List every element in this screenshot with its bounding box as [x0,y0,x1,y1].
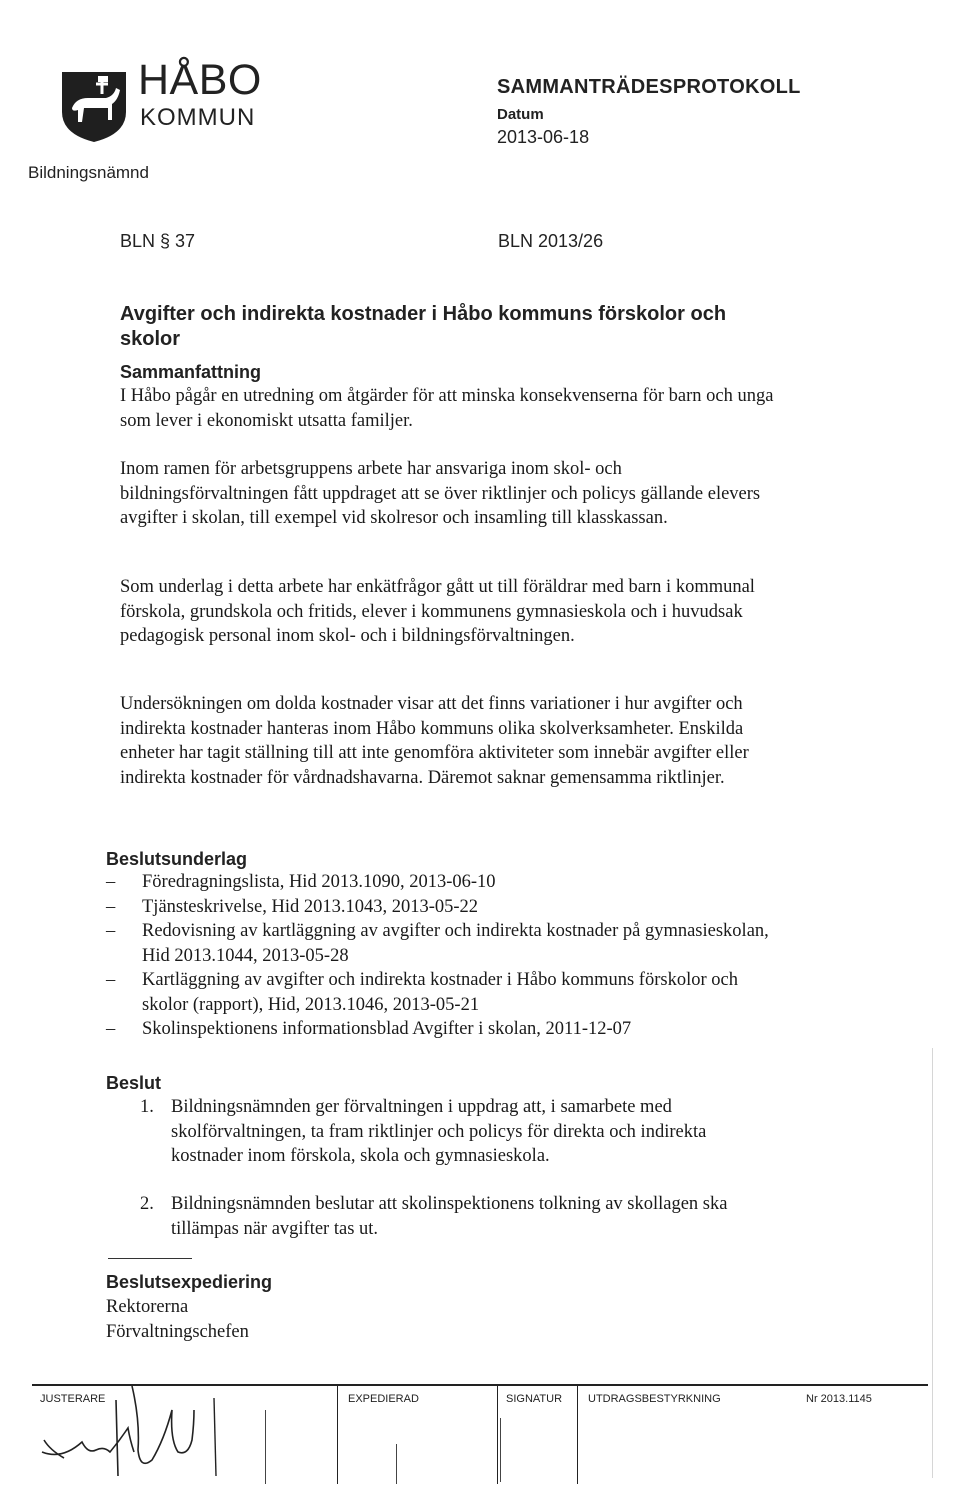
distribution-heading: Beslutsexpediering [106,1272,273,1292]
summary-paragraph-1: I Håbo pågår en utredning om åtgärder för att minska konsekvenserna för barn och unga som lever i ekonomiskt utsatta familjer. [120,386,774,431]
department-name: Bildningsnämnd [28,163,149,182]
list-item: – Tjänsteskrivelse, Hid 2013.1043, 2013-05-22 [106,896,479,917]
date-label: Datum [497,106,544,123]
summary-paragraph [120,575,780,649]
decision-text: Bildningsnämnden beslutar att skolinspektionens tolkning av skollagen ska tillämpas när avgifter tas ut. [171,1194,728,1239]
case-reference: BLN 2013/26 [498,231,604,251]
list-item-text: Redovisning av kartläggning av avgifter och indirekta kostnader på gymnasieskolan, Hid 2013.1044, 2013-05-28 [142,921,769,966]
summary-paragraph-2: Inom ramen för arbetsgruppens arbete har ansvariga inom skol- och bildningsförvaltningen fått uppdraget att se över riktlinjer och policys gällande elevers avgifter i skolan, till exempel vid skolresor och insamling till klasskassan. [120,459,761,528]
footer-divider [337,1384,338,1484]
decision-number: 2. [140,1194,154,1214]
footer-divider [497,1384,498,1484]
logo-subtitle: KOMMUN [140,104,256,131]
decision-basis-heading: Beslutsunderlag [106,849,248,869]
distribution-recipient: Rektorerna [106,1297,189,1317]
distribution-recipient: Förvaltningschefen [106,1322,249,1342]
decision-heading: Beslut [106,1073,162,1093]
municipality-logo-emblem [58,68,130,144]
list-item: – Föredragningslista, Hid 2013.1090, 2013-06-10 [106,872,496,892]
summary-heading: Sammanfattning [120,362,262,382]
separator-line [108,1258,192,1259]
footer-divider [577,1384,578,1484]
footer-signatur-label: SIGNATUR [506,1393,563,1405]
handwritten-signature [32,1380,242,1480]
scan-edge-line [932,1048,933,1478]
list-item: – Skolinspektionens informationsblad Avgifter i skolan, 2011-12-07 [106,1019,632,1039]
list-item-text: Föredragningslista, Hid 2013.1090, 2013-06-10 [142,872,496,892]
list-item-text: Kartläggning av avgifter och indirekta kostnader i Håbo kommuns förskolor och skolor (rapport), Hid, 2013.1046, 2013-05-21 [142,970,738,1015]
signature-mark [396,1444,397,1484]
summary-paragraph [120,384,780,433]
decision-basis-list [106,870,786,1042]
footer-utdragsbestyrkning-label: UTDRAGSBESTYRKNING [588,1393,721,1405]
decision-item-2 [140,1192,780,1241]
signature-mark [265,1410,266,1484]
decision-item-1 [140,1095,780,1169]
footer-justerare-label: JUSTERARE [40,1393,106,1405]
document-title: Avgifter och indirekta kostnader i Håbo kommuns förskolor och skolor [120,303,727,350]
logo-wordmark: HÅBO [138,56,262,104]
decision-number: 1. [140,1097,154,1117]
decision-text: Bildningsnämnden ger förvaltningen i uppdrag att, i samarbete med skolförvaltningen, ta fram riktlinjer och policys för direkta och indirekta kostnader inom förskola, skola och gymnasieskola. [171,1097,707,1166]
signature-mark [500,1418,501,1482]
footer-expedierad-label: EXPEDIERAD [348,1393,419,1405]
list-item: – Kartläggning av avgifter och indirekta kostnader i Håbo kommuns förskolor och skolor (rapport), Hid, 2013.1046, 2013-05-21 [106,970,738,1015]
paragraph-reference: BLN § 37 [120,231,196,251]
date-value: 2013-06-18 [497,127,590,147]
summary-paragraph [120,457,780,531]
document-type: SAMMANTRÄDESPROTOKOLL [497,76,801,98]
summary-paragraph [120,692,780,790]
footer-number: Nr 2013.1145 [806,1393,872,1405]
summary-paragraph-4: Undersökningen om dolda kostnader visar att det finns variationer i hur avgifter och indirekta kostnader hanteras inom Håbo kommuns olika skolverksamheter. Enskilda enheter har tagit ställning till att inte genomföra aktiviteter som innebär avgifter eller indirekta kostnader för vårdnadshavarna. Däremot saknar gemensamma riktlinjer. [120,694,749,788]
list-item: – Redovisning av kartläggning av avgifter och indirekta kostnader på gymnasieskolan, Hid 2013.1044, 2013-05-28 [106,921,769,966]
summary-paragraph-3: Som underlag i detta arbete har enkätfrågor gått ut till föräldrar med barn i kommunal förskola, grundskola och fritids, elever i kommunens gymnasieskola och i huvudsak pedagogisk personal inom skol- och i bildningsförvaltningen. [120,577,755,646]
list-item-text: Skolinspektionens informationsblad Avgifter i skolan, 2011-12-07 [142,1019,632,1039]
list-item-text: Tjänsteskrivelse, Hid 2013.1043, 2013-05-22 [142,896,479,917]
